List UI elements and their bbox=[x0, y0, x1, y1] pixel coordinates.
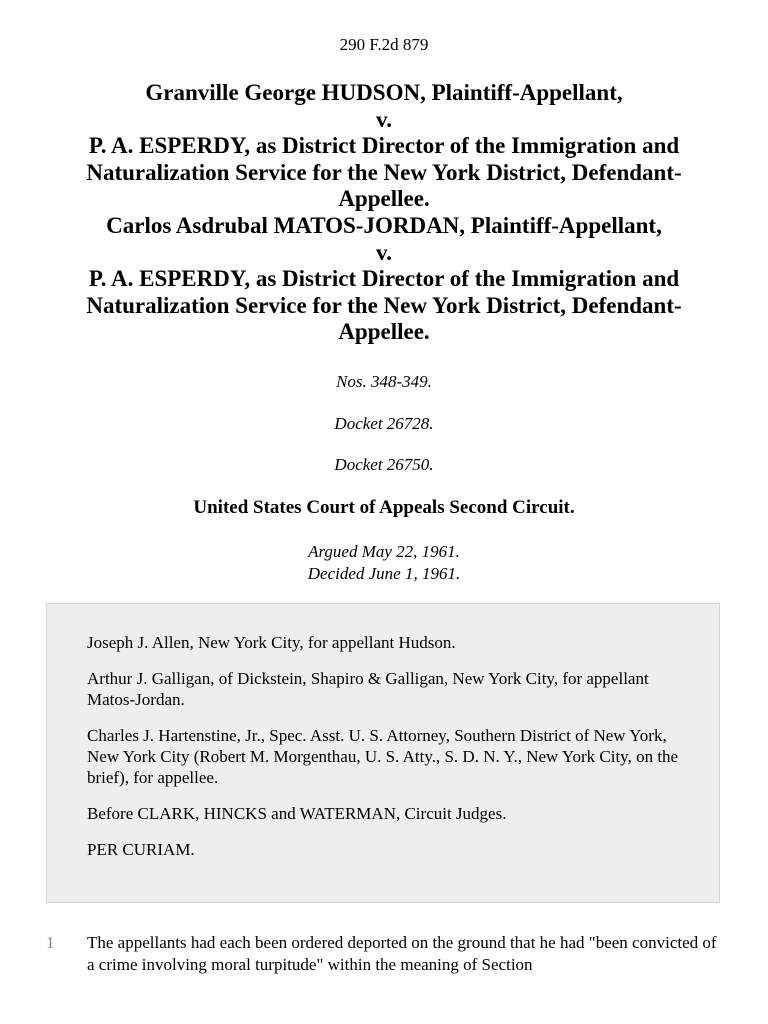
panel-judges: Before CLARK, HINCKS and WATERMAN, Circuit Judges. bbox=[87, 804, 507, 823]
caption-versus-1: v. bbox=[376, 106, 392, 132]
counsel-appellee: Charles J. Hartenstine, Jr., Spec. Asst. U. S. Attorney, Southern District of New York, New York City (Robert M. Morgenthau, U. S. Atty., S. D. N. Y., New York City, on the brief), for appellee. bbox=[87, 726, 679, 787]
paragraph-text: The appellants had each been ordered deported on the ground that he had "been convicted of a crime involving moral turpitude" within the meaning of Section bbox=[87, 933, 717, 974]
counsel-list bbox=[87, 632, 697, 875]
case-numbers: Nos. 348-349. bbox=[336, 372, 432, 391]
counsel-appellant-matos-jordan: Arthur J. Galligan, of Dickstein, Shapiro & Galligan, New York City, for appellant Matos-Jordan. bbox=[87, 669, 649, 709]
case-dates bbox=[0, 541, 768, 585]
caption-versus-2: v. bbox=[376, 239, 392, 265]
caption-line-esperdy-1-cont: Naturalization Service for the New York District, Defendant- bbox=[86, 159, 682, 185]
caption-line-esperdy-2: P. A. ESPERDY, as District Director of the Immigration and bbox=[88, 266, 680, 292]
caption-line-appellee-2: Appellee. bbox=[338, 319, 430, 345]
court-name: United States Court of Appeals Second Circuit. bbox=[193, 497, 575, 518]
counsel-panel bbox=[46, 603, 720, 903]
docket-number-1: Docket 26728. bbox=[334, 414, 434, 433]
case-citation: 290 F.2d 879 bbox=[339, 35, 429, 54]
docket-number-2: Docket 26750. bbox=[334, 455, 434, 474]
counsel-appellant-hudson: Joseph J. Allen, New York City, for appellant Hudson. bbox=[87, 633, 456, 652]
paragraph-number: 1 bbox=[46, 933, 55, 952]
decided-date: Decided June 1, 1961. bbox=[307, 564, 461, 583]
per-curiam: PER CURIAM. bbox=[87, 840, 195, 859]
caption-line-hudson: Granville George HUDSON, Plaintiff-Appellant, bbox=[145, 80, 623, 105]
caption-line-esperdy-2-cont: Naturalization Service for the New York District, Defendant- bbox=[86, 292, 682, 318]
caption-line-esperdy-1: P. A. ESPERDY, as District Director of the Immigration and bbox=[88, 133, 680, 159]
caption-line-matos-jordan: Carlos Asdrubal MATOS-JORDAN, Plaintiff-Appellant, bbox=[106, 212, 662, 238]
case-caption bbox=[40, 80, 728, 346]
caption-line-appellee-1: Appellee. bbox=[338, 186, 430, 212]
argued-date: Argued May 22, 1961. bbox=[308, 542, 460, 561]
